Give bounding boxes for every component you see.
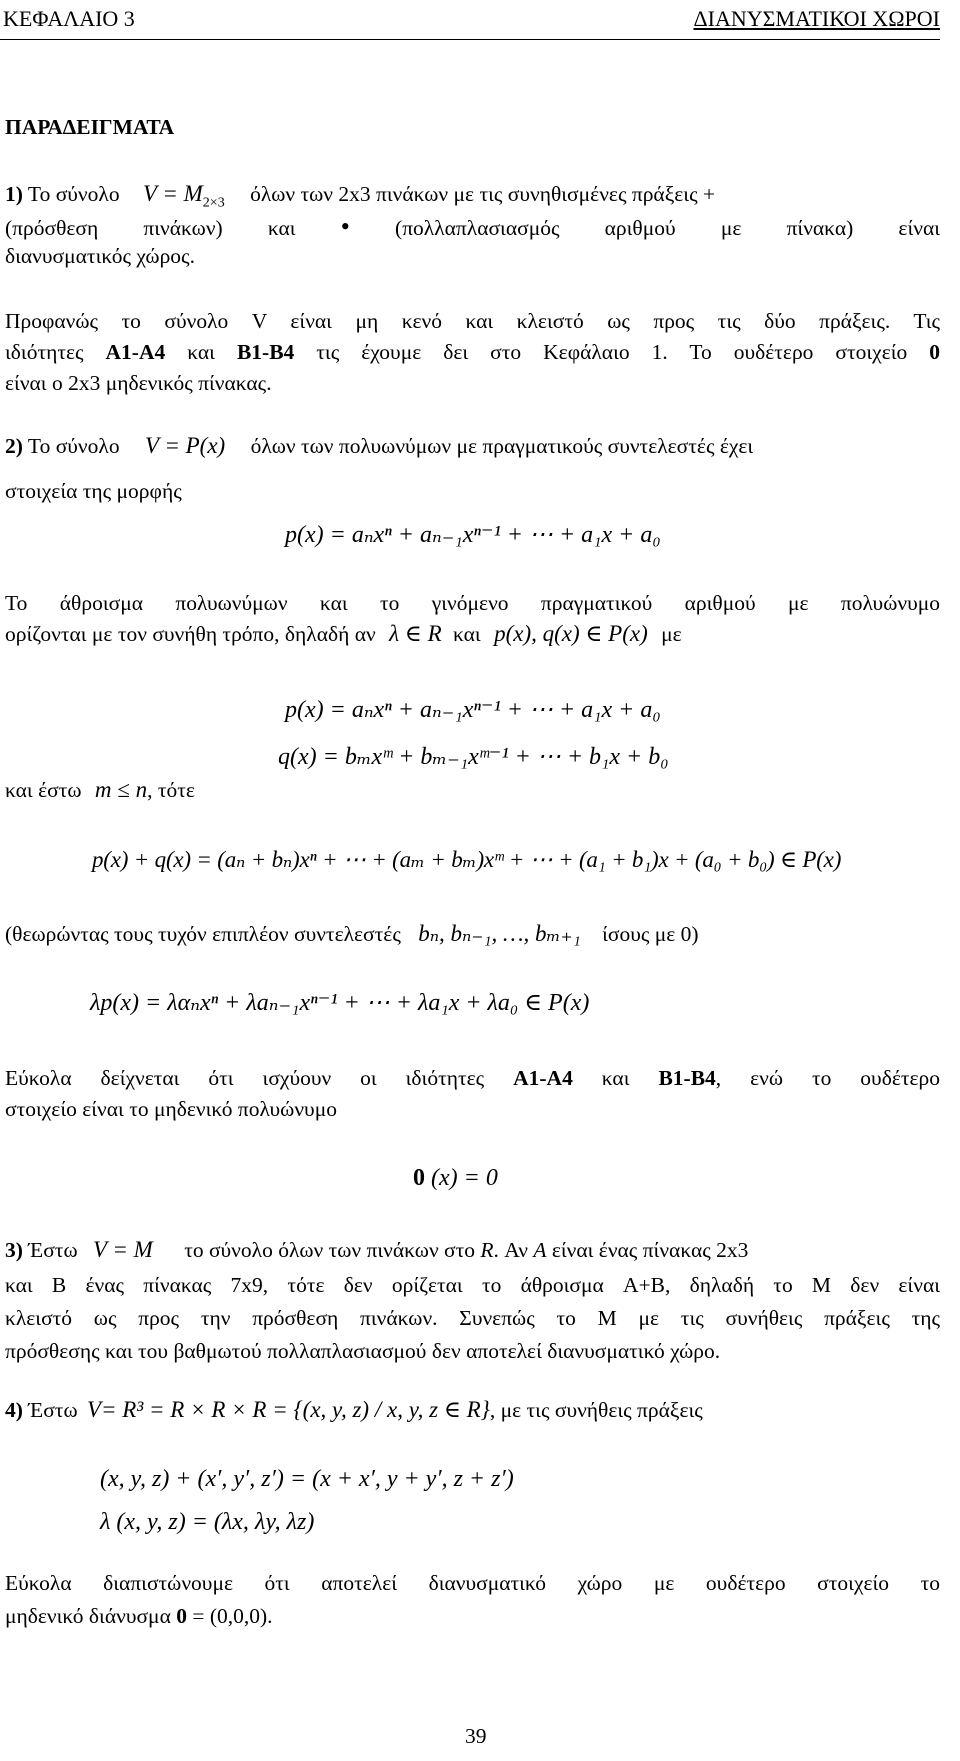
section-header: ΔΙΑΝΥΣΜΑΤΙΚΟΙ ΧΩΡΟΙ (693, 6, 940, 31)
ex1-line1: 1) Το σύνολο $V = M_{2\times 3}$ όλων των 2x3 πινάκων με τις συνηθισμένες πράξεις + (5, 181, 716, 211)
ex2-eq-scalar: λp(x) = λαₙxⁿ + λaₙ₋₁xⁿ⁻¹ + ⋯ + λa₁x + λa₀ ∈ P(x) (90, 990, 590, 1016)
ex2-line1: 2) Το σύνολο V = P(x) όλων των πολυωνύμων με πραγματικούς συντελεστές έχει (5, 433, 754, 458)
ex3-line1: 3) Έστω V = M το σύνολο όλων των πινάκων στο R. Αν A είναι ένας πίνακας 2x3 (5, 1237, 749, 1262)
ex3-line2: και B ένας πίνακας 7x9, τότε δεν ορίζεται το άθροισμα A+B, δηλαδή το M δεν είναι (5, 1273, 940, 1297)
ex2-eq-q: q(x) = bₘxᵐ + bₘ₋₁xᵐ⁻¹ + ⋯ + b₁x + b₀ (278, 744, 669, 770)
ex1-para2-line3: είναι ο 2x3 μηδενικός πίνακας. (5, 371, 272, 395)
ex3-line3: κλειστό ως προς την πρόσθεση πινάκων. Συνεπώς το M με τις συνήθεις πράξεις της (5, 1306, 940, 1330)
ex4-line1: 4) Έστω V= R³ = R × R × R = {(x, y, z) / x, y, z ∈ R}, με τις συνήθεις πράξεις (5, 1397, 703, 1422)
ex2-eq-p2: p(x) = aₙxⁿ + aₙ₋₁xⁿ⁻¹ + ⋯ + a₁x + a₀ (285, 697, 661, 723)
ex1-line2: (πρόσθεση πινάκων) και • (πολλαπλασιασμός αριθμού με πίνακα) είναι (5, 212, 940, 241)
ex4-eq-scalar: λ (x, y, z) = (λx, λy, λz) (100, 1509, 315, 1535)
ex2-line5: και έστω m ≤ n, τότε (5, 777, 195, 802)
ex2-line3: Το άθροισμα πολυωνύμων και το γινόμενο πραγματικού αριθμού με πολυώνυμο (5, 591, 940, 615)
ex2-eq-p: p(x) = aₙxⁿ + aₙ₋₁xⁿ⁻¹ + ⋯ + a₁x + a₀ (285, 522, 661, 548)
ex1-para2-line2: ιδιότητες A1-A4 και B1-B4 τις έχουμε δει στο Κεφάλαιο 1. Το ουδέτερο στοιχείο 0 (5, 340, 941, 364)
ex2-line6: (θεωρώντας τους τυχόν επιπλέον συντελεστές bₙ, bₙ₋₁, …, bₘ₊₁ ίσους με 0) (5, 921, 699, 946)
chapter-header: ΚΕΦΑΛΑΙΟ 3 (3, 6, 135, 31)
ex3-line4: πρόσθεσης και του βαθμωτού πολλαπλασιασμού δεν αποτελεί διανυσματικό χώρο. (5, 1339, 721, 1363)
ex1-para2-line1: Προφανώς το σύνολο V είναι μη κενό και κλειστό ως προς τις δύο πράξεις. Τις (5, 309, 940, 333)
ex2-line7: Εύκολα δείχνεται ότι ισχύουν οι ιδιότητες A1-A4 και B1-B4, ενώ το ουδέτερο (5, 1066, 940, 1090)
ex2-line8: στοιχείο είναι το μηδενικό πολυώνυμο (5, 1097, 337, 1121)
ex4-line2: Εύκολα διαπιστώνουμε ότι αποτελεί διανυσματικό χώρο με ουδέτερο στοιχείο το (5, 1571, 940, 1595)
section-title: ΠΑΡΑΔΕΙΓΜΑΤΑ (5, 115, 175, 139)
ex1-line3: διανυσματικός χώρος. (5, 244, 195, 268)
ex4-eq-add: (x, y, z) + (x′, y′, z′) = (x + x′, y + y′, z + z′) (100, 1466, 514, 1492)
page-number: 39 (465, 1724, 487, 1748)
ex2-eq-sum: p(x) + q(x) = (aₙ + bₙ)xⁿ + ⋯ + (aₘ + bₘ)xᵐ + ⋯ + (a₁ + b₁)x + (a₀ + b₀) ∈ P(x) (92, 847, 842, 872)
ex2-eq-zero: 0 (x) = 0 (413, 1165, 498, 1191)
ex2-line2: στοιχεία της μορφής (5, 479, 182, 503)
ex2-line4: ορίζονται με τον συνήθη τρόπο, δηλαδή αν λ ∈ R και p(x), q(x) ∈ P(x) με (5, 621, 682, 646)
ex4-line3: μηδενικό διάνυσμα 0 = (0,0,0). (5, 1604, 273, 1628)
header-rule (0, 39, 940, 40)
